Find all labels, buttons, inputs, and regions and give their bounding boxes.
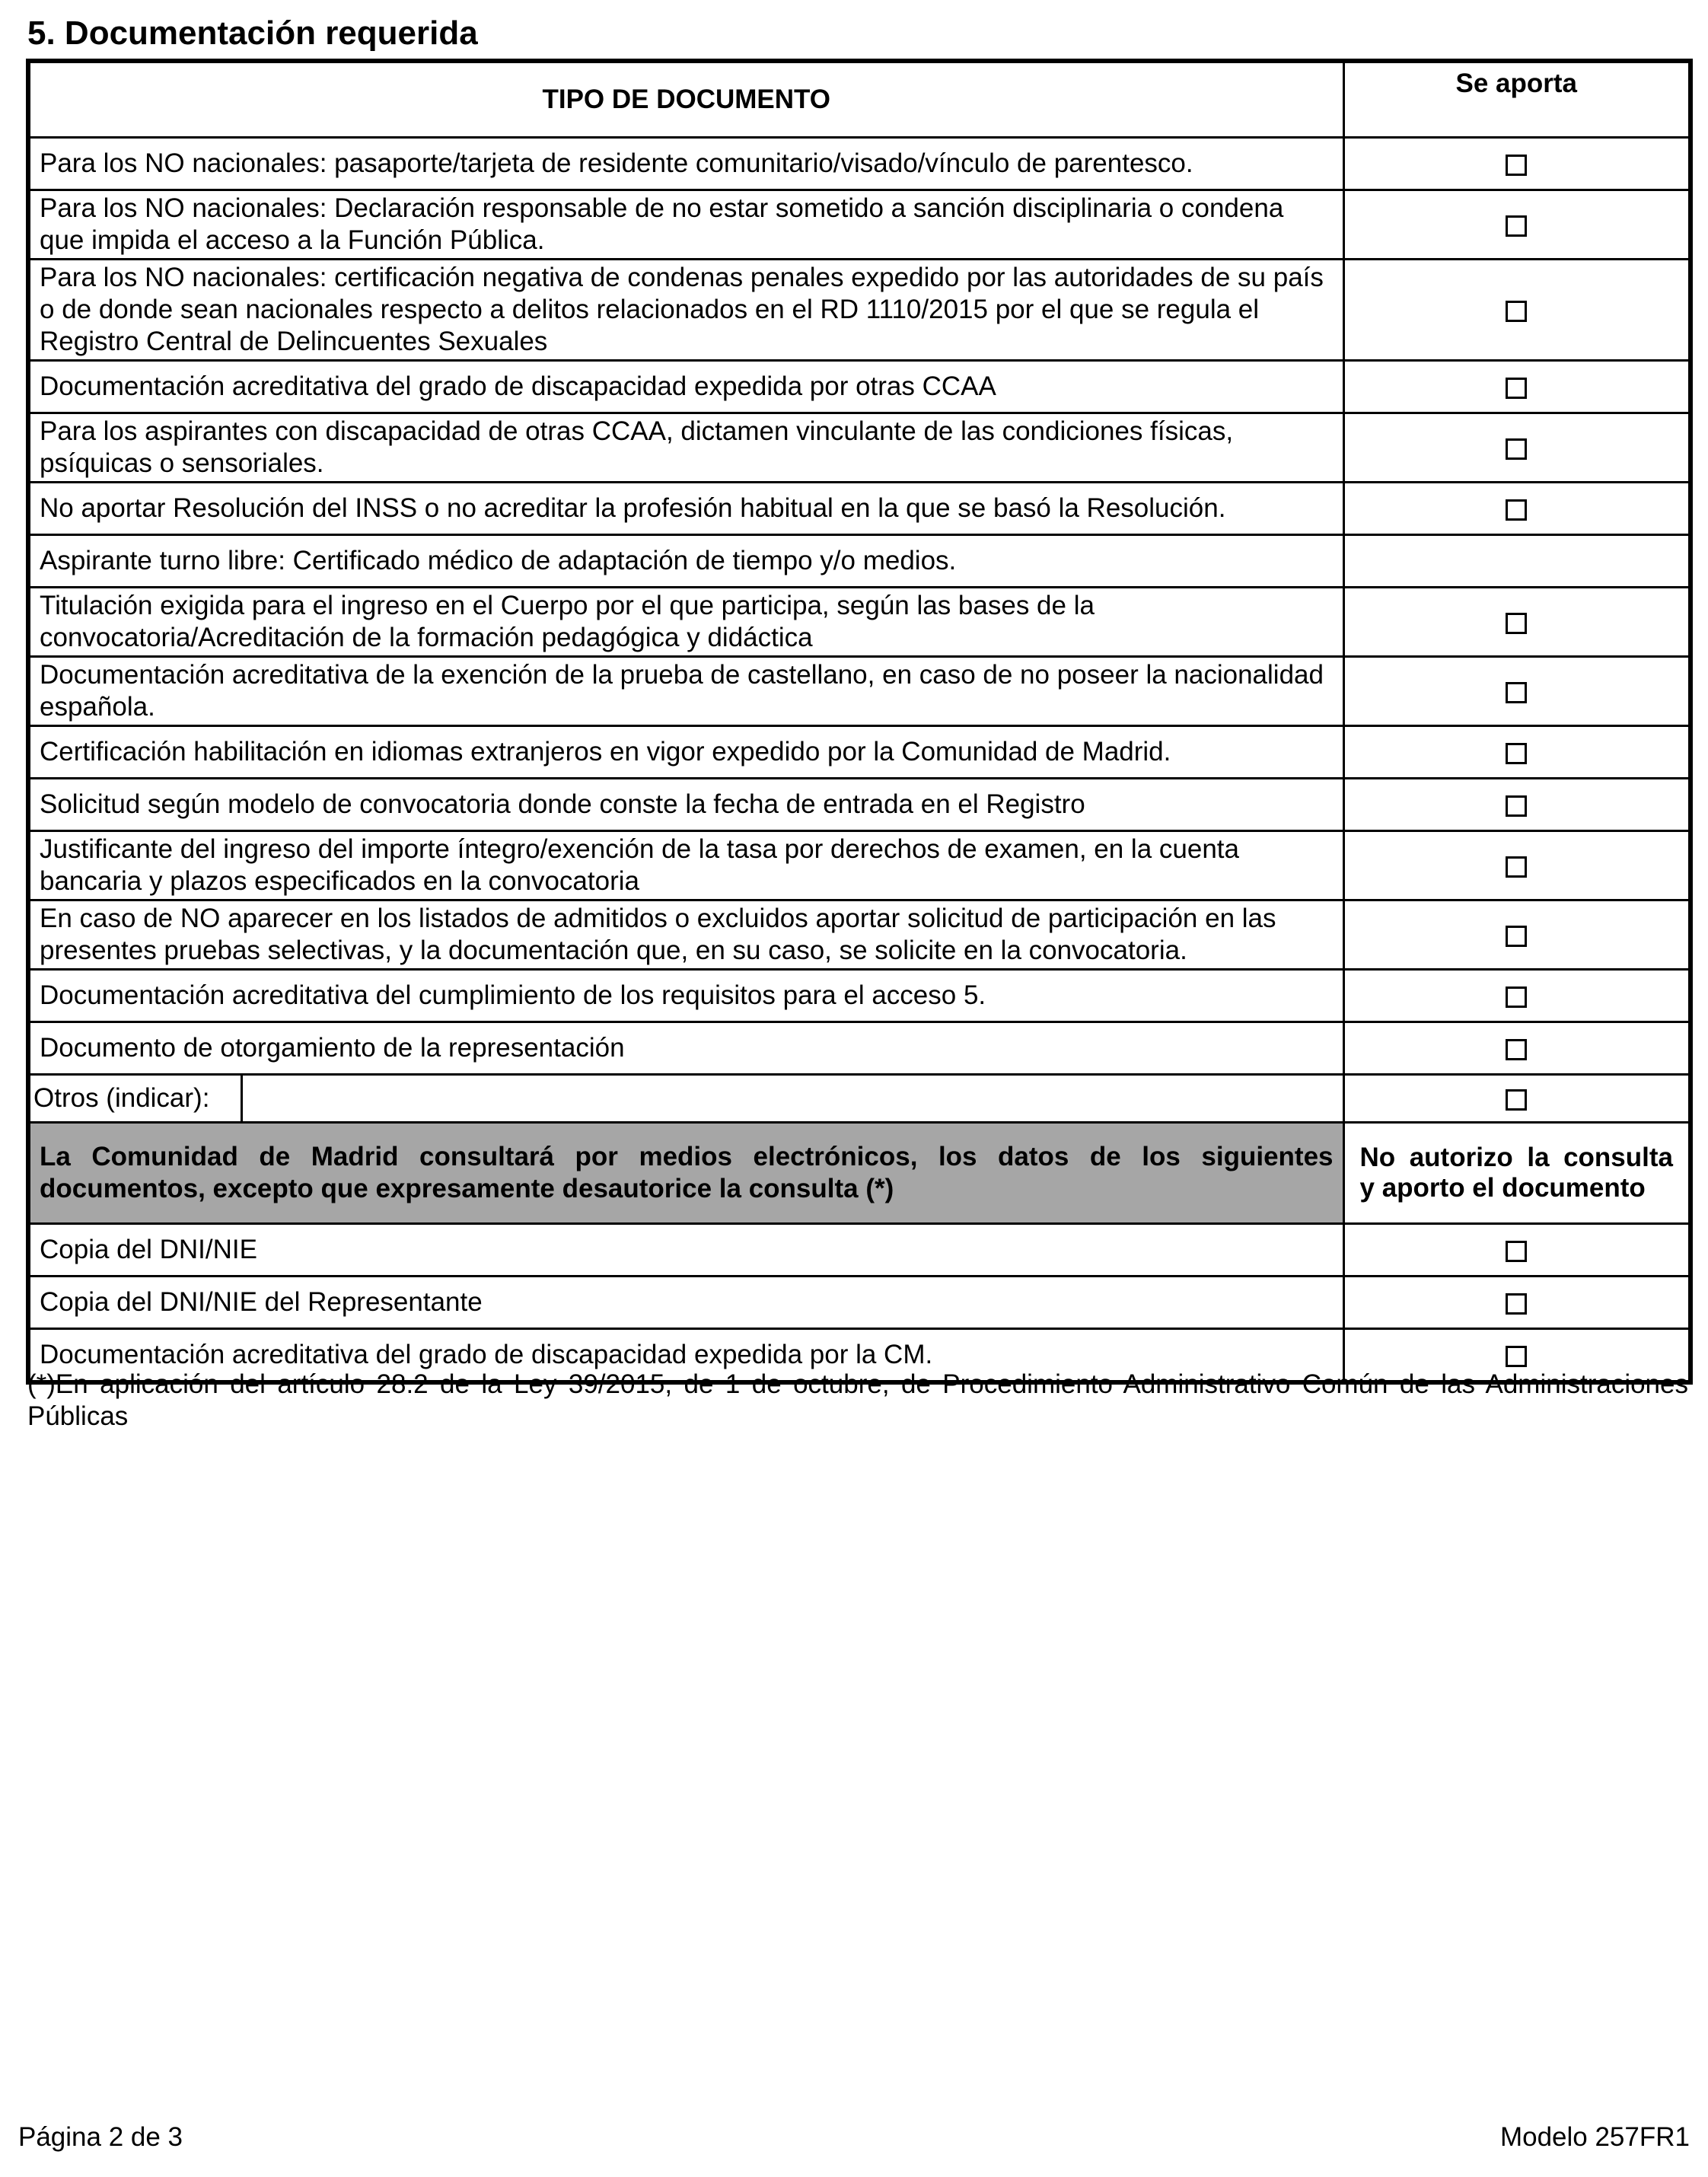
table-row [28,138,1690,190]
table-row [28,1277,1690,1329]
page-number: Página 2 de 3 [18,2122,183,2152]
row-text: Solicitud según modelo de convocatoria donde conste la fecha de entrada en el Registro [28,779,1343,831]
row-text: En caso de NO aparecer en los listados de admitidos o excluidos aportar solicitud de participación en las presentes pruebas selectivas, y la documentación que, en su caso, se solicite en la convocatoria. [28,900,1343,970]
checkbox[interactable] [1506,1089,1527,1111]
table-row [28,779,1690,831]
table-row [28,1022,1690,1075]
table-row [28,413,1690,483]
table-row [28,970,1690,1022]
row-text: Copia del DNI/NIE del Representante [28,1277,1343,1329]
table-row [28,260,1690,361]
row-text: Para los NO nacionales: pasaporte/tarjeta de residente comunitario/visado/vínculo de parentesco. [28,138,1343,190]
table-row [28,1224,1690,1277]
row-text: Para los NO nacionales: Declaración responsable de no estar sometido a sanción disciplinaria o condena que impida el acceso a la Función Pública. [28,190,1343,260]
checkbox[interactable] [1506,378,1527,399]
checkbox[interactable] [1506,499,1527,521]
table-row [28,535,1690,588]
checkbox[interactable] [1506,987,1527,1008]
checkbox[interactable] [1506,926,1527,947]
checkbox[interactable] [1506,1346,1527,1367]
table-row [28,900,1690,970]
required-documents-table [26,59,1693,1385]
consulta-header-row [28,1123,1690,1224]
empty-cell [1343,535,1690,588]
table-row [28,483,1690,535]
row-text: Documento de otorgamiento de la representación [28,1022,1343,1075]
row-text: Documentación acreditativa de la exención de la prueba de castellano, en caso de no poseer la nacionalidad española. [28,657,1343,726]
checkbox[interactable] [1506,301,1527,322]
section-title: 5. Documentación requerida [27,14,478,52]
row-text: No aportar Resolución del INSS o no acreditar la profesión habitual en la que se basó la Resolución. [28,483,1343,535]
table-row [28,361,1690,413]
checkbox[interactable] [1506,795,1527,817]
otros-input[interactable] [243,1076,1343,1121]
row-text: Titulación exigida para el ingreso en el Cuerpo por el que participa, según las bases de la convocatoria/Acreditación de la formación pedagógica y didáctica [28,588,1343,657]
table-row [28,190,1690,260]
row-text: Para los NO nacionales: certificación negativa de condenas penales expedido por las autoridades de su país o de donde sean nacionales respecto a delitos relacionados en el RD 1110/2015 por el que se regula el Registro Central de Delincuentes Sexuales [28,260,1343,361]
checkbox[interactable] [1506,856,1527,878]
header-se-aporta: Se aporta [1343,61,1690,138]
header-no-autorizo: No autorizo la consulta y aporto el documento [1343,1123,1690,1224]
table-header-row [28,61,1690,138]
checkbox[interactable] [1506,1241,1527,1262]
table-row [28,588,1690,657]
table-row [28,657,1690,726]
table-row [28,726,1690,779]
checkbox[interactable] [1506,215,1527,237]
table-row [28,831,1690,900]
row-text: Documentación acreditativa del cumplimiento de los requisitos para el acceso 5. [28,970,1343,1022]
row-text: Aspirante turno libre: Certificado médico de adaptación de tiempo y/o medios. [28,535,1343,588]
checkbox[interactable] [1506,1293,1527,1315]
footnote: (*)En aplicación del artículo 28.2 de la Ley 39/2015, de 1 de octubre, de Procedimiento Administrativo Común de las Administraciones Públicas [27,1369,1688,1431]
row-text: Copia del DNI/NIE [28,1224,1343,1277]
checkbox[interactable] [1506,155,1527,176]
otros-label: Otros (indicar): [30,1076,243,1121]
consulta-notice: La Comunidad de Madrid consultará por medios electrónicos, los datos de los siguientes documentos, excepto que expresamente desautorice la consulta (*) [28,1123,1343,1224]
checkbox[interactable] [1506,438,1527,460]
otros-row [28,1075,1690,1123]
model-code: Modelo 257FR1 [1499,2122,1690,2152]
row-text: Documentación acreditativa del grado de discapacidad expedida por otras CCAA [28,361,1343,413]
row-text: Certificación habilitación en idiomas extranjeros en vigor expedido por la Comunidad de Madrid. [28,726,1343,779]
checkbox[interactable] [1506,682,1527,703]
row-text: Para los aspirantes con discapacidad de otras CCAA, dictamen vinculante de las condiciones físicas, psíquicas o sensoriales. [28,413,1343,483]
checkbox[interactable] [1506,1039,1527,1060]
checkbox[interactable] [1506,743,1527,764]
row-text: Justificante del ingreso del importe íntegro/exención de la tasa por derechos de examen, en la cuenta bancaria y plazos especificados en la convocatoria [28,831,1343,900]
checkbox[interactable] [1506,613,1527,634]
row-text: Documentación acreditativa del grado de discapacidad expedida por la CM. [28,1329,1343,1383]
header-tipo-documento: TIPO DE DOCUMENTO [28,61,1343,138]
